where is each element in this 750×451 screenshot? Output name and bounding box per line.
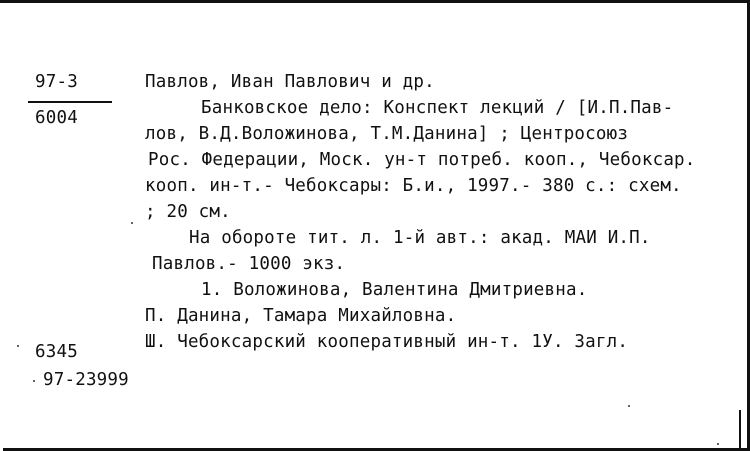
entry-line-5: кооп. ин-т.- Чебоксары: Б.и., 1997.- 380 с.: схем. bbox=[145, 176, 682, 196]
entry-line-1: Павлов, Иван Павлович и др. bbox=[145, 72, 435, 92]
entry-line-4: Рос. Федерации, Моск. ун-т потреб. кооп., Чебоксар. bbox=[148, 150, 696, 170]
entry-line-6: ; 20 см. bbox=[145, 202, 231, 222]
entry-line-11: Ш. Чебоксарский кооперативный ин-т. 1У. Загл. bbox=[145, 332, 629, 352]
entry-line-9: 1. Воложинова, Валентина Дмитриевна. bbox=[201, 280, 588, 300]
record-code: 97-23999 bbox=[43, 370, 129, 390]
card-edge-mark bbox=[739, 410, 747, 448]
entry-line-3: лов, В.Д.Воложинова, Т.М.Данина] ; Центросоюз bbox=[145, 124, 629, 144]
call-number-top: 97-3 bbox=[35, 72, 78, 92]
speck bbox=[17, 345, 19, 347]
inventory-number: 6345 bbox=[35, 342, 78, 362]
call-number-bottom: 6004 bbox=[35, 108, 78, 128]
speck bbox=[33, 380, 35, 382]
entry-line-2: Банковское дело: Конспект лекций / [И.П.Пав- bbox=[201, 98, 674, 118]
call-number-divider bbox=[28, 101, 112, 103]
entry-line-10: П. Данина, Тамара Михайловна. bbox=[145, 306, 457, 326]
speck bbox=[131, 222, 133, 224]
entry-line-7: На обороте тит. л. 1-й авт.: акад. МАИ И.П. bbox=[189, 228, 651, 248]
speck bbox=[628, 405, 630, 407]
entry-line-8: Павлов.- 1000 экз. bbox=[152, 254, 346, 274]
card-border-top bbox=[0, 0, 749, 3]
speck bbox=[717, 443, 719, 445]
